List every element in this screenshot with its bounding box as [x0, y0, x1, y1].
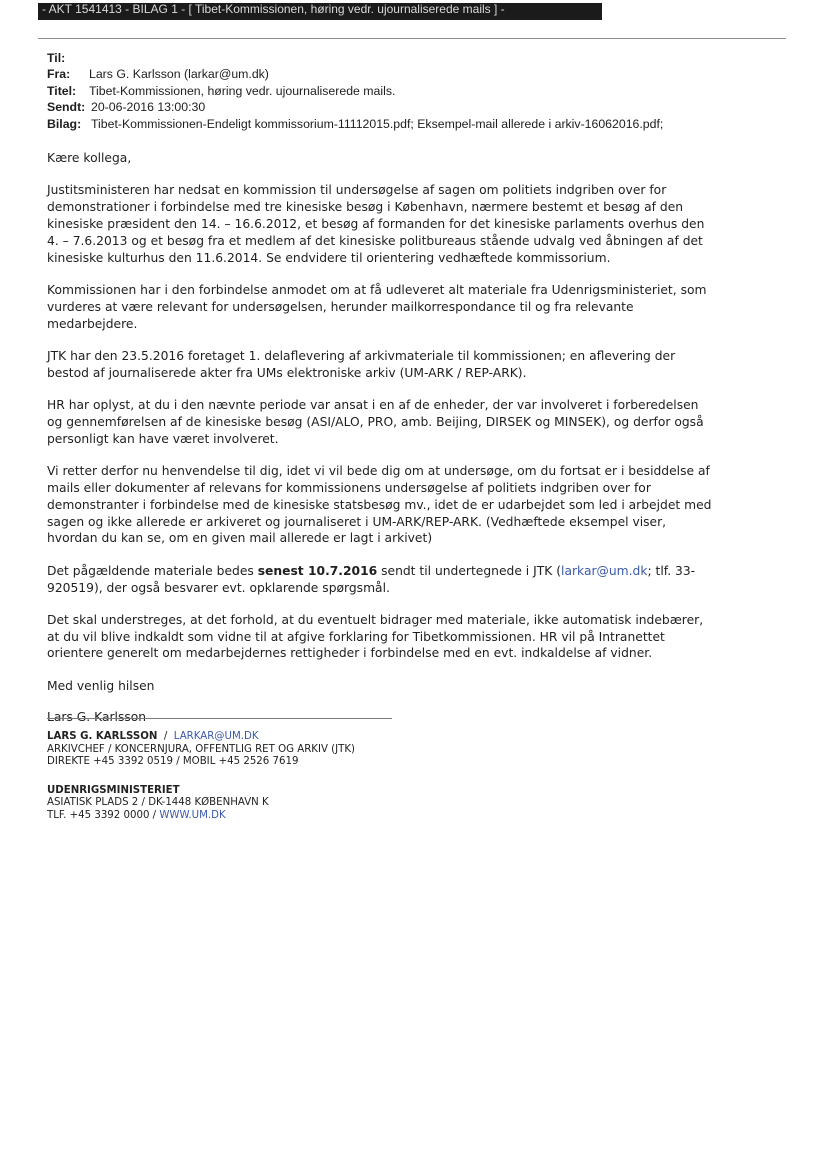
email-body	[47, 150, 787, 741]
subject-label: Titel:	[47, 83, 77, 98]
email-header	[47, 50, 787, 132]
body-line: og gennemførelsen af de kinesiske besøg (ASI/ALO, PRO, amb. Beijing, DIRSEK og MINSEK), og derfor også	[47, 414, 704, 429]
paragraph-delivery	[47, 348, 787, 382]
body-line: hvordan du kan se, om en given mail allerede er lagt i arkivet)	[47, 531, 433, 546]
body-line: HR har oplyst, at du i den nævnte periode var ansat i en af de enheder, der var involveret i forberedelsen	[47, 398, 699, 413]
email-link[interactable]: larkar@um.dk	[561, 563, 648, 578]
deadline-date: senest 10.7.2016	[257, 563, 378, 578]
body-line: kinesiske præsident den 14. – 16.6.2012, et besøg af formanden for det kinesiske parlaments overhus den	[47, 216, 705, 231]
organization-block	[47, 785, 547, 823]
paragraph-deadline	[47, 563, 787, 597]
greeting	[47, 150, 787, 167]
body-line: 4. – 7.6.2013 og et besøg fra et medlem af det kinesiske politbureaus stående udvalg ved åbningen af det	[47, 233, 703, 248]
body-line: demonstranter i forbindelse med de kinesiske statsbesøg mv., idet de er udarbejdet som led i arbejdet med	[47, 497, 712, 512]
signature-name: LARS G. KARLSSON	[47, 731, 158, 742]
body-line: orientere generelt om medarbejdernes rettigheder i forbindelse med en evt. indkaldelse af vidner.	[47, 646, 653, 661]
body-line: bestod af journaliserede akter fra UMs elektroniske arkiv (UM-ARK / REP-ARK).	[47, 365, 527, 380]
body-line: personligt kan have været involveret.	[47, 431, 279, 446]
body-line: kinesiske kulturhus den 11.6.2014. Se endvidere til orientering vedhæftede kommissorium.	[47, 250, 611, 265]
body-line: Vi retter derfor nu henvendelse til dig, idet vi vil bede dig om at undersøge, om du fortsat er i besiddelse af	[47, 464, 710, 479]
body-text: ; tlf. 33-	[647, 563, 696, 578]
organization-name: UDENRIGSMINISTERIET	[47, 784, 180, 796]
paragraph-inquiry	[47, 463, 787, 547]
body-line: demonstrationer i forbindelse med tre kinesiske besøg i København, nærmere bestemt et besøg af den	[47, 200, 684, 215]
signature-name-row	[47, 731, 547, 744]
header-divider	[38, 38, 786, 39]
paragraph-hr	[47, 397, 787, 447]
body-line: vurderes at være relevant for undersøgelsen, herunder mailkorrespondance til og fra relevante	[47, 299, 634, 314]
paragraph-commission	[47, 182, 787, 266]
organization-phone: TLF. +45 3392 0000 /	[47, 809, 160, 821]
document-header-bar	[38, 3, 602, 20]
body-line: 920519), der også besvarer evt. opklarende spørgsmål.	[47, 580, 390, 595]
body-line: medarbejdere.	[47, 316, 138, 331]
body-line: sagen og ikke allerede er arkiveret og journaliseret i UM-ARK/REP-ARK. (Vedhæftede eksempel viser,	[47, 514, 667, 529]
body-text: sendt til undertegnede i JTK (	[377, 563, 562, 578]
website-link[interactable]: WWW.UM.DK	[159, 809, 226, 821]
signature-title: ARKIVCHEF / KONCERNJURA, OFFENTLIG RET OG ARKIV (JTK)	[47, 743, 356, 755]
body-line: Justitsministeren har nedsat en kommission til undersøgelse af sagen om politiets indgriben over for	[47, 183, 667, 198]
paragraph-rights	[47, 612, 787, 662]
signature-block	[47, 731, 547, 823]
body-text: Det pågældende materiale bedes	[47, 563, 258, 578]
signature-email-link[interactable]: LARKAR@UM.DK	[173, 731, 259, 742]
to-label: Til:	[47, 51, 66, 65]
to-row	[47, 50, 787, 66]
signature-divider	[47, 718, 392, 719]
sent-label: Sendt:	[47, 100, 86, 115]
closing-text: Med venlig hilsen	[47, 678, 155, 693]
attachments-row	[47, 116, 787, 132]
sent-value: 20-06-2016 13:00:30	[91, 100, 206, 115]
from-row	[47, 66, 787, 82]
attachments-value: Tibet-Kommissionen-Endeligt kommissorium-11112015.pdf; Eksempel-mail allerede i arkiv-16062016.pdf;	[91, 116, 664, 131]
closing	[47, 678, 787, 695]
attachments-label: Bilag:	[47, 116, 82, 131]
greeting-text: Kære kollega,	[47, 151, 132, 165]
from-label: Fra:	[47, 67, 71, 82]
body-line: Kommissionen har i den forbindelse anmodet om at få udleveret alt materiale fra Udenrigsministeriet, som	[47, 282, 707, 297]
subject-row	[47, 83, 787, 99]
subject-value: Tibet-Kommissionen, høring vedr. ujournaliserede mails.	[89, 83, 396, 98]
body-line: mails eller dokumenter af relevans for kommissionens undersøgelse af politiets indgriben over for	[47, 480, 651, 495]
paragraph-request	[47, 282, 787, 332]
organization-contact	[47, 810, 547, 823]
document-header-text: - AKT 1541413 - BILAG 1 - [ Tibet-Kommissionen, høring vedr. ujournaliserede mails ] -	[42, 3, 505, 16]
signature-phones: DIREKTE +45 3392 0519 / MOBIL +45 2526 7619	[47, 756, 299, 768]
organization-address: ASIATISK PLADS 2 / DK-1448 KØBENHAVN K	[47, 797, 269, 809]
body-line: Det skal understreges, at det forhold, at du eventuelt bidrager med materiale, ikke automatisk indebærer,	[47, 612, 704, 627]
signoff-name: Lars G. Karlsson	[47, 709, 147, 724]
sent-row	[47, 99, 787, 115]
signature-separator: /	[157, 731, 174, 742]
body-line: at du vil blive indkaldt som vidne til at afgive forklaring for Tibetkommissionen. HR vil på Intranettet	[47, 629, 665, 644]
from-value: Lars G. Karlsson (larkar@um.dk)	[89, 67, 269, 82]
body-line: JTK har den 23.5.2016 foretaget 1. delaflevering af arkivmateriale til kommissionen; en aflevering der	[47, 348, 676, 363]
